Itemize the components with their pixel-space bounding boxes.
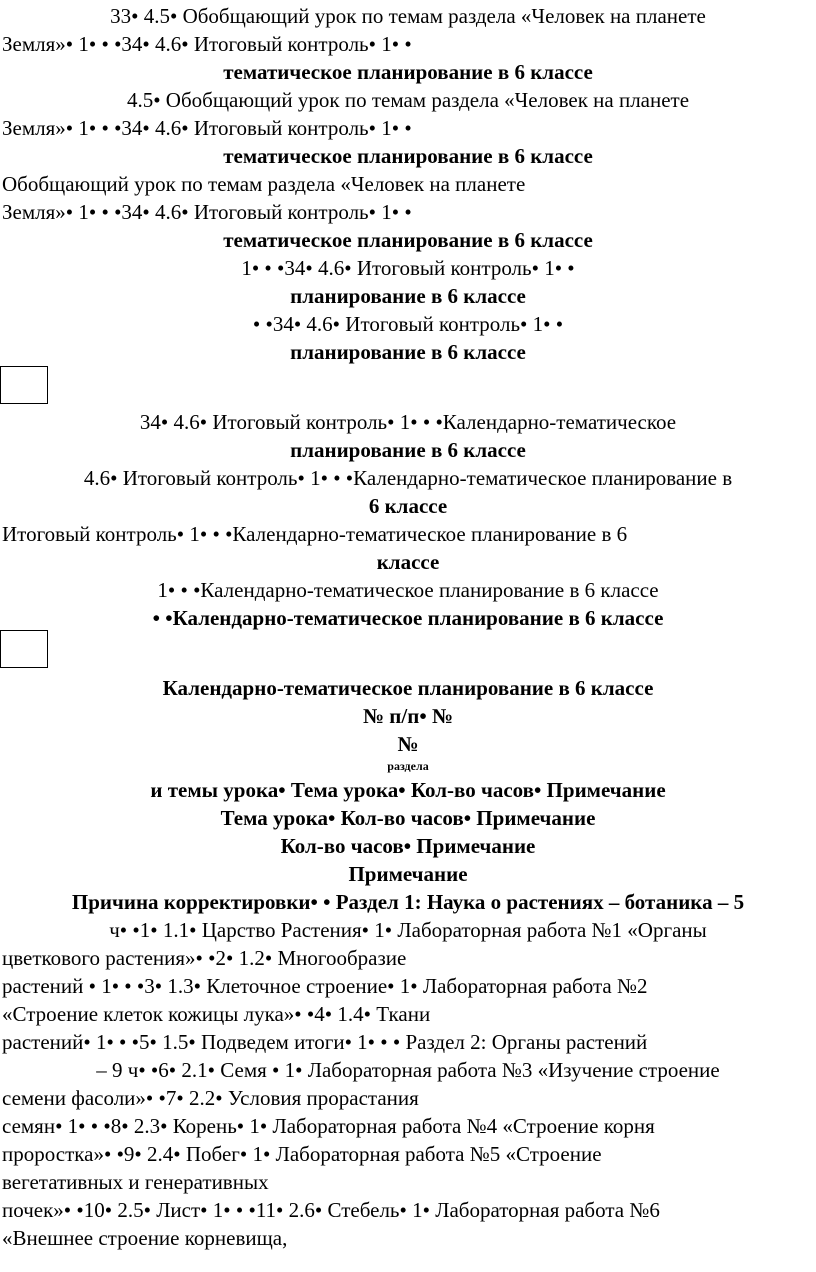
text-line: планирование в 6 классе [290,284,526,308]
text-line: тематическое планирование в 6 классе [223,228,593,252]
text-line: растений• 1• • •5• 1.5• Подведем итоги• 1• • • Раздел 2: Органы растений [2,1030,648,1054]
text-line: планирование в 6 классе [290,340,526,364]
text-line: 6 классе [368,494,448,518]
table-header: № п/п• № [362,704,454,728]
table-header: и темы урока• Тема урока• Кол-во часов• Примечание [150,778,666,802]
text-line: Земля»• 1• • •34• 4.6• Итоговый контроль• 1• • [2,32,412,56]
text-line: почек»• •10• 2.5• Лист• 1• • •11• 2.6• Стебель• 1• Лабораторная работа №6 [2,1198,660,1222]
table-header: Тема урока• Кол-во часов• Примечание [220,806,596,830]
text-line: растений • 1• • •3• 1.3• Клеточное строение• 1• Лабораторная работа №2 [2,974,648,998]
text-line: Земля»• 1• • •34• 4.6• Итоговый контроль• 1• • [2,116,412,140]
text-line: «Строение клеток кожицы лука»• •4• 1.4• Ткани [2,1002,431,1026]
table-title: Календарно-тематическое планирование в 6 классе [162,676,654,700]
text-line: • •Календарно-тематическое планирование в 6 классе [152,606,664,630]
text-line: 4.6• Итоговый контроль• 1• • •Календарно-тематическое планирование в [83,466,733,490]
text-line: планирование в 6 классе [290,438,526,462]
text-line: 1• • •Календарно-тематическое планирование в 6 классе [157,578,659,602]
empty-cell-box [0,630,48,668]
text-line: тематическое планирование в 6 классе [223,60,593,84]
text-line: 33• 4.5• Обобщающий урок по темам раздела «Человек на планете [110,4,706,28]
text-line: проростка»• •9• 2.4• Побег• 1• Лабораторная работа №5 «Строение [2,1142,602,1166]
text-line: – 9 ч• •6• 2.1• Семя • 1• Лабораторная работа №3 «Изучение строение [96,1058,720,1082]
table-header: раздела [387,759,429,773]
table-header: Примечание [348,862,468,886]
text-line: семени фасоли»• •7• 2.2• Условия прорастания [2,1086,419,1110]
table-header: № [397,732,419,756]
text-line: вегетативных и генеративных [2,1170,269,1194]
text-line: • •34• 4.6• Итоговый контроль• 1• • [252,312,564,336]
text-line: «Внешнее строение корневища, [2,1226,288,1250]
empty-cell-box [0,366,48,404]
text-line: 1• • •34• 4.6• Итоговый контроль• 1• • [241,256,575,280]
table-header: Кол-во часов• Примечание [280,834,536,858]
text-line: классе [376,550,440,574]
text-line: ч• •1• 1.1• Царство Растения• 1• Лабораторная работа №1 «Органы [109,918,707,942]
text-line: тематическое планирование в 6 классе [223,144,593,168]
text-line: Земля»• 1• • •34• 4.6• Итоговый контроль• 1• • [2,200,412,224]
section-heading: Причина корректировки• • Раздел 1: Наука о растениях – ботаника – 5 [71,890,745,914]
text-line: 4.5• Обобщающий урок по темам раздела «Человек на планете [126,88,690,112]
text-line: цветкового растения»• •2• 1.2• Многообразие [2,946,407,970]
text-line: Итоговый контроль• 1• • •Календарно-тематическое планирование в 6 [2,522,628,546]
text-line: 34• 4.6• Итоговый контроль• 1• • •Календарно-тематическое [139,410,677,434]
text-line: семян• 1• • •8• 2.3• Корень• 1• Лабораторная работа №4 «Строение корня [2,1114,655,1138]
text-line: Обобщающий урок по темам раздела «Человек на планете [2,172,526,196]
